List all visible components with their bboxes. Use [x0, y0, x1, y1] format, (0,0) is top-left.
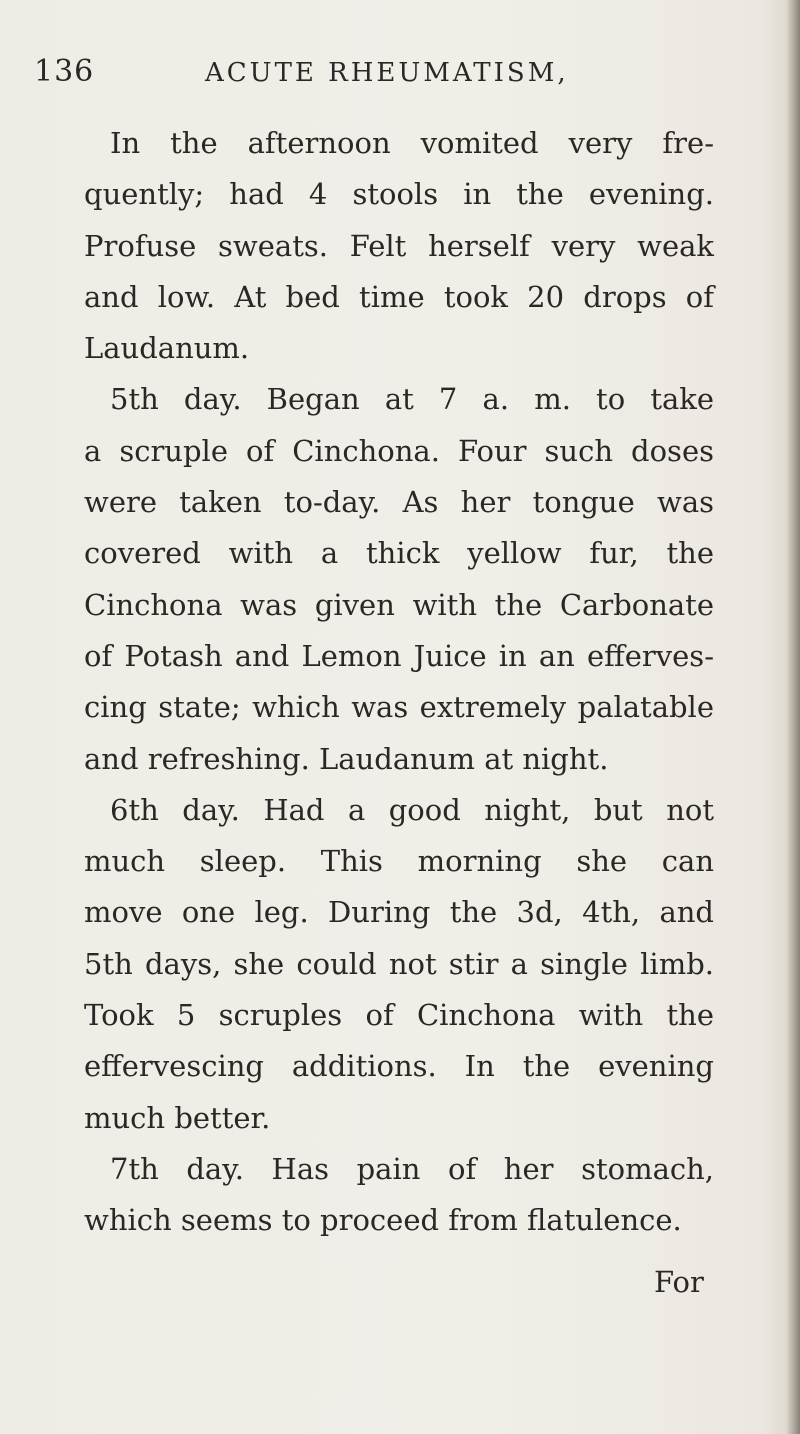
text-line: In the afternoon vomited very fre-	[110, 126, 714, 160]
text-line: 5th days, she could not stir a single limb.	[84, 946, 714, 981]
running-head: ACUTE RHEUMATISM,	[205, 58, 569, 88]
text-line: Profuse sweats. Felt herself very weak	[84, 228, 714, 263]
page-number: 136	[34, 54, 95, 89]
text-line: were taken to-day. As her tongue was	[84, 485, 714, 520]
text-line: 5th day. Began at 7 a. m. to take	[110, 382, 714, 417]
text-line: 7th day. Has pain of her stomach,	[110, 1151, 714, 1186]
text-line: which seems to proceed from flatulence.	[84, 1203, 682, 1238]
text-line: much sleep. This morning she can	[84, 844, 714, 879]
text-line: 6th day. Had a good night, but not	[110, 792, 714, 827]
text-line: and low. At bed time took 20 drops of	[84, 279, 714, 314]
text-line: Took 5 scruples of Cinchona with the	[84, 998, 714, 1033]
text-line: effervescing additions. In the evening	[84, 1049, 714, 1084]
text-line: quently; had 4 stools in the evening.	[84, 177, 714, 212]
text-line: much better.	[84, 1100, 271, 1135]
text-line: and refreshing. Laudanum at night.	[84, 741, 609, 776]
text-line: Laudanum.	[84, 331, 250, 366]
text-line: Cinchona was given with the Carbonate	[84, 587, 714, 622]
body-text	[84, 118, 714, 1247]
text-line: move one leg. During the 3d, 4th, and	[84, 895, 714, 930]
page-gutter-shadow	[786, 0, 800, 1434]
text-line: of Potash and Lemon Juice in an efferves-	[84, 638, 714, 673]
text-line: a scruple of Cinchona. Four such doses	[84, 433, 714, 468]
text-line: cing state; which was extremely palatable	[84, 690, 714, 725]
catchword: For	[654, 1265, 704, 1299]
text-line: covered with a thick yellow fur, the	[84, 536, 714, 571]
page-header	[0, 54, 800, 94]
